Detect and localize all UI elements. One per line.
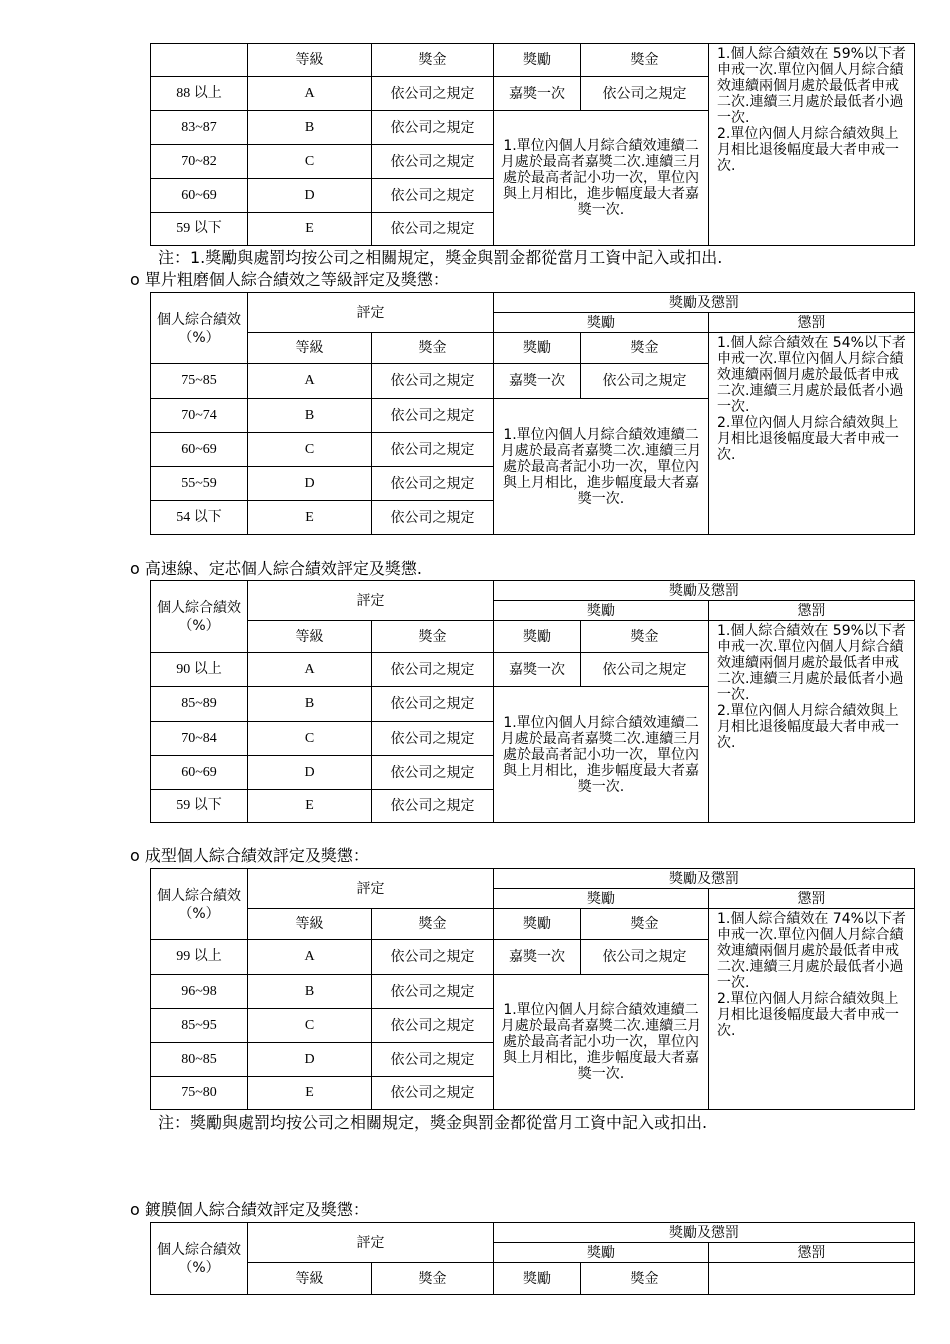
header-grade: 等級 bbox=[248, 909, 372, 940]
section-heading-high-speed-line: o 高速線、定芯個人綜合績效評定及獎懲. bbox=[130, 559, 422, 578]
grade-letter: E bbox=[248, 790, 372, 823]
grade-letter: B bbox=[248, 975, 372, 1009]
score-range: 90 以上 bbox=[151, 653, 248, 687]
bonus-rule: 依公司之規定 bbox=[372, 111, 494, 145]
bonus-rule: 依公司之規定 bbox=[372, 1009, 494, 1043]
grade-letter: C bbox=[248, 433, 372, 467]
penalty-text: 1.個人綜合績效在 74%以下者申戒一次.單位內個人月綜合績效連續兩個月處於最低者申戒二次.連續三月處於最低者小過一次. 2.單位內個人月綜合績效與上月相比退後幅度最大者申戒一次. bbox=[709, 909, 915, 1110]
penalty-cell-empty bbox=[709, 1263, 915, 1295]
grade-letter: E bbox=[248, 213, 372, 246]
bonus-rule: 依公司之規定 bbox=[372, 1043, 494, 1077]
header-reward-bonus: 獎金 bbox=[581, 333, 709, 364]
header-bonus: 獎金 bbox=[372, 1263, 494, 1295]
grade-letter: B bbox=[248, 111, 372, 145]
header-grade: 等級 bbox=[248, 44, 372, 77]
grade-letter: C bbox=[248, 1009, 372, 1043]
grade-letter: D bbox=[248, 179, 372, 213]
bonus-rule: 依公司之規定 bbox=[372, 364, 494, 399]
score-range: 85~89 bbox=[151, 687, 248, 722]
grade-table-2 bbox=[150, 292, 915, 535]
reward-text: 1.單位內個人月綜合績效連續二月處於最高者嘉獎二次.連續三月處於最高者記小功一次，單位內與上月相比，進步幅度最大者嘉獎一次. bbox=[494, 111, 709, 246]
bonus-rule: 依公司之規定 bbox=[372, 687, 494, 722]
header-reward-bonus: 獎金 bbox=[581, 909, 709, 940]
score-range: 85~95 bbox=[151, 1009, 248, 1043]
grade-letter: E bbox=[248, 501, 372, 535]
penalty-text: 1.個人綜合績效在 59%以下者申戒一次.單位內個人月綜合績效連續兩個月處於最低者申戒二次.連續三月處於最低者小過一次. 2.單位內個人月綜合績效與上月相比退後幅度最大者申戒一次. bbox=[709, 44, 915, 246]
header-reward-penalty: 獎勵及懲罰 bbox=[494, 293, 915, 313]
section-heading-molding: o 成型個人綜合績效評定及獎懲： bbox=[130, 846, 369, 865]
header-reward: 獎勵 bbox=[494, 1263, 581, 1295]
section-heading-coating: o 鍍膜個人綜合績效評定及獎懲： bbox=[130, 1200, 369, 1219]
header-reward-group: 獎勵 bbox=[494, 313, 709, 333]
header-eval: 評定 bbox=[248, 869, 494, 909]
score-range: 88 以上 bbox=[151, 77, 248, 111]
header-reward: 獎勵 bbox=[494, 44, 581, 77]
score-range: 59 以下 bbox=[151, 790, 248, 823]
reward-text: 1.單位內個人月綜合績效連續二月處於最高者嘉獎二次.連續三月處於最高者記小功一次，單位內與上月相比，進步幅度最大者嘉獎一次. bbox=[494, 975, 709, 1110]
header-penalty: 懲罰 bbox=[709, 313, 915, 333]
header-penalty: 懲罰 bbox=[709, 601, 915, 621]
reward-text: 1.單位內個人月綜合績效連續二月處於最高者嘉獎二次.連續三月處於最高者記小功一次，單位內與上月相比，進步幅度最大者嘉獎一次. bbox=[494, 399, 709, 535]
header-reward-group: 獎勵 bbox=[494, 1243, 709, 1263]
header-reward: 獎勵 bbox=[494, 333, 581, 364]
header-eval: 評定 bbox=[248, 1223, 494, 1263]
grade-letter: C bbox=[248, 722, 372, 756]
bonus-rule: 依公司之規定 bbox=[372, 179, 494, 213]
note-1: 注：1.獎勵與處罰均按公司之相關規定，獎金與罰金都從當月工資中記入或扣出. bbox=[158, 248, 723, 267]
grade-letter: E bbox=[248, 1077, 372, 1110]
reward-a-bonus: 依公司之規定 bbox=[581, 364, 709, 399]
header-penalty: 懲罰 bbox=[709, 889, 915, 909]
grade-letter: A bbox=[248, 77, 372, 111]
header-score: 個人綜合績效（%） bbox=[151, 293, 248, 364]
score-range: 75~80 bbox=[151, 1077, 248, 1110]
grade-letter: A bbox=[248, 364, 372, 399]
bonus-rule: 依公司之規定 bbox=[372, 722, 494, 756]
grade-letter: C bbox=[248, 145, 372, 179]
bonus-rule: 依公司之規定 bbox=[372, 940, 494, 975]
reward-a-bonus: 依公司之規定 bbox=[581, 940, 709, 975]
header-reward-penalty: 獎勵及懲罰 bbox=[494, 869, 915, 889]
header-eval: 評定 bbox=[248, 293, 494, 333]
header-bonus: 獎金 bbox=[372, 44, 494, 77]
grade-letter: D bbox=[248, 467, 372, 501]
bonus-rule: 依公司之規定 bbox=[372, 433, 494, 467]
penalty-text: 1.個人綜合績效在 54%以下者申戒一次.單位內個人月綜合績效連續兩個月處於最低者申戒二次.連續三月處於最低者小過一次. 2.單位內個人月綜合績效與上月相比退後幅度最大者申戒一次. bbox=[709, 333, 915, 535]
score-range: 70~74 bbox=[151, 399, 248, 433]
reward-a: 嘉獎一次 bbox=[494, 940, 581, 975]
header-grade: 等級 bbox=[248, 333, 372, 364]
score-range: 70~82 bbox=[151, 145, 248, 179]
header-bonus: 獎金 bbox=[372, 621, 494, 653]
penalty-text: 1.個人綜合績效在 59%以下者申戒一次.單位內個人月綜合績效連續兩個月處於最低者申戒二次.連續三月處於最低者小過一次. 2.單位內個人月綜合績效與上月相比退後幅度最大者申戒一次. bbox=[709, 621, 915, 823]
header-reward-penalty: 獎勵及懲罰 bbox=[494, 581, 915, 601]
score-range: 96~98 bbox=[151, 975, 248, 1009]
header-grade: 等級 bbox=[248, 621, 372, 653]
reward-a-bonus: 依公司之規定 bbox=[581, 653, 709, 687]
grade-letter: D bbox=[248, 756, 372, 790]
grade-table-5 bbox=[150, 1222, 915, 1295]
score-range: 70~84 bbox=[151, 722, 248, 756]
score-range: 80~85 bbox=[151, 1043, 248, 1077]
header-reward-group: 獎勵 bbox=[494, 601, 709, 621]
bonus-rule: 依公司之規定 bbox=[372, 77, 494, 111]
header-reward-bonus: 獎金 bbox=[581, 44, 709, 77]
header-score-cell bbox=[151, 44, 248, 77]
bonus-rule: 依公司之規定 bbox=[372, 790, 494, 823]
bonus-rule: 依公司之規定 bbox=[372, 213, 494, 246]
bonus-rule: 依公司之規定 bbox=[372, 1077, 494, 1110]
reward-a-bonus: 依公司之規定 bbox=[581, 77, 709, 111]
grade-letter: D bbox=[248, 1043, 372, 1077]
header-reward: 獎勵 bbox=[494, 909, 581, 940]
grade-letter: A bbox=[248, 940, 372, 975]
bonus-rule: 依公司之規定 bbox=[372, 467, 494, 501]
header-bonus: 獎金 bbox=[372, 333, 494, 364]
bonus-rule: 依公司之規定 bbox=[372, 145, 494, 179]
header-reward-penalty: 獎勵及懲罰 bbox=[494, 1223, 915, 1243]
score-range: 60~69 bbox=[151, 179, 248, 213]
score-range: 60~69 bbox=[151, 433, 248, 467]
section-heading-rough-grinding: o 單片粗磨個人綜合績效之等級評定及獎懲： bbox=[130, 270, 449, 289]
score-range: 75~85 bbox=[151, 364, 248, 399]
grade-table-3 bbox=[150, 580, 915, 823]
header-reward-bonus: 獎金 bbox=[581, 1263, 709, 1295]
header-grade: 等級 bbox=[248, 1263, 372, 1295]
reward-a: 嘉獎一次 bbox=[494, 77, 581, 111]
bonus-rule: 依公司之規定 bbox=[372, 501, 494, 535]
grade-table-4 bbox=[150, 868, 915, 1110]
score-range: 54 以下 bbox=[151, 501, 248, 535]
header-bonus: 獎金 bbox=[372, 909, 494, 940]
score-range: 60~69 bbox=[151, 756, 248, 790]
header-score: 個人綜合績效（%） bbox=[151, 581, 248, 653]
header-score: 個人綜合績效（%） bbox=[151, 1223, 248, 1295]
note-2: 注：獎勵與處罰均按公司之相關規定，獎金與罰金都從當月工資中記入或扣出. bbox=[158, 1113, 708, 1132]
reward-text: 1.單位內個人月綜合績效連續二月處於最高者嘉獎二次.連續三月處於最高者記小功一次，單位內與上月相比，進步幅度最大者嘉獎一次. bbox=[494, 687, 709, 823]
bonus-rule: 依公司之規定 bbox=[372, 975, 494, 1009]
header-reward-bonus: 獎金 bbox=[581, 621, 709, 653]
score-range: 59 以下 bbox=[151, 213, 248, 246]
bonus-rule: 依公司之規定 bbox=[372, 653, 494, 687]
bonus-rule: 依公司之規定 bbox=[372, 756, 494, 790]
reward-a: 嘉獎一次 bbox=[494, 364, 581, 399]
header-score: 個人綜合績效（%） bbox=[151, 869, 248, 940]
score-range: 83~87 bbox=[151, 111, 248, 145]
header-penalty: 懲罰 bbox=[709, 1243, 915, 1263]
score-range: 55~59 bbox=[151, 467, 248, 501]
grade-letter: B bbox=[248, 399, 372, 433]
grade-letter: B bbox=[248, 687, 372, 722]
reward-a: 嘉獎一次 bbox=[494, 653, 581, 687]
grade-letter: A bbox=[248, 653, 372, 687]
grade-table-1 bbox=[150, 43, 915, 246]
header-eval: 評定 bbox=[248, 581, 494, 621]
bonus-rule: 依公司之規定 bbox=[372, 399, 494, 433]
score-range: 99 以上 bbox=[151, 940, 248, 975]
header-reward: 獎勵 bbox=[494, 621, 581, 653]
header-reward-group: 獎勵 bbox=[494, 889, 709, 909]
